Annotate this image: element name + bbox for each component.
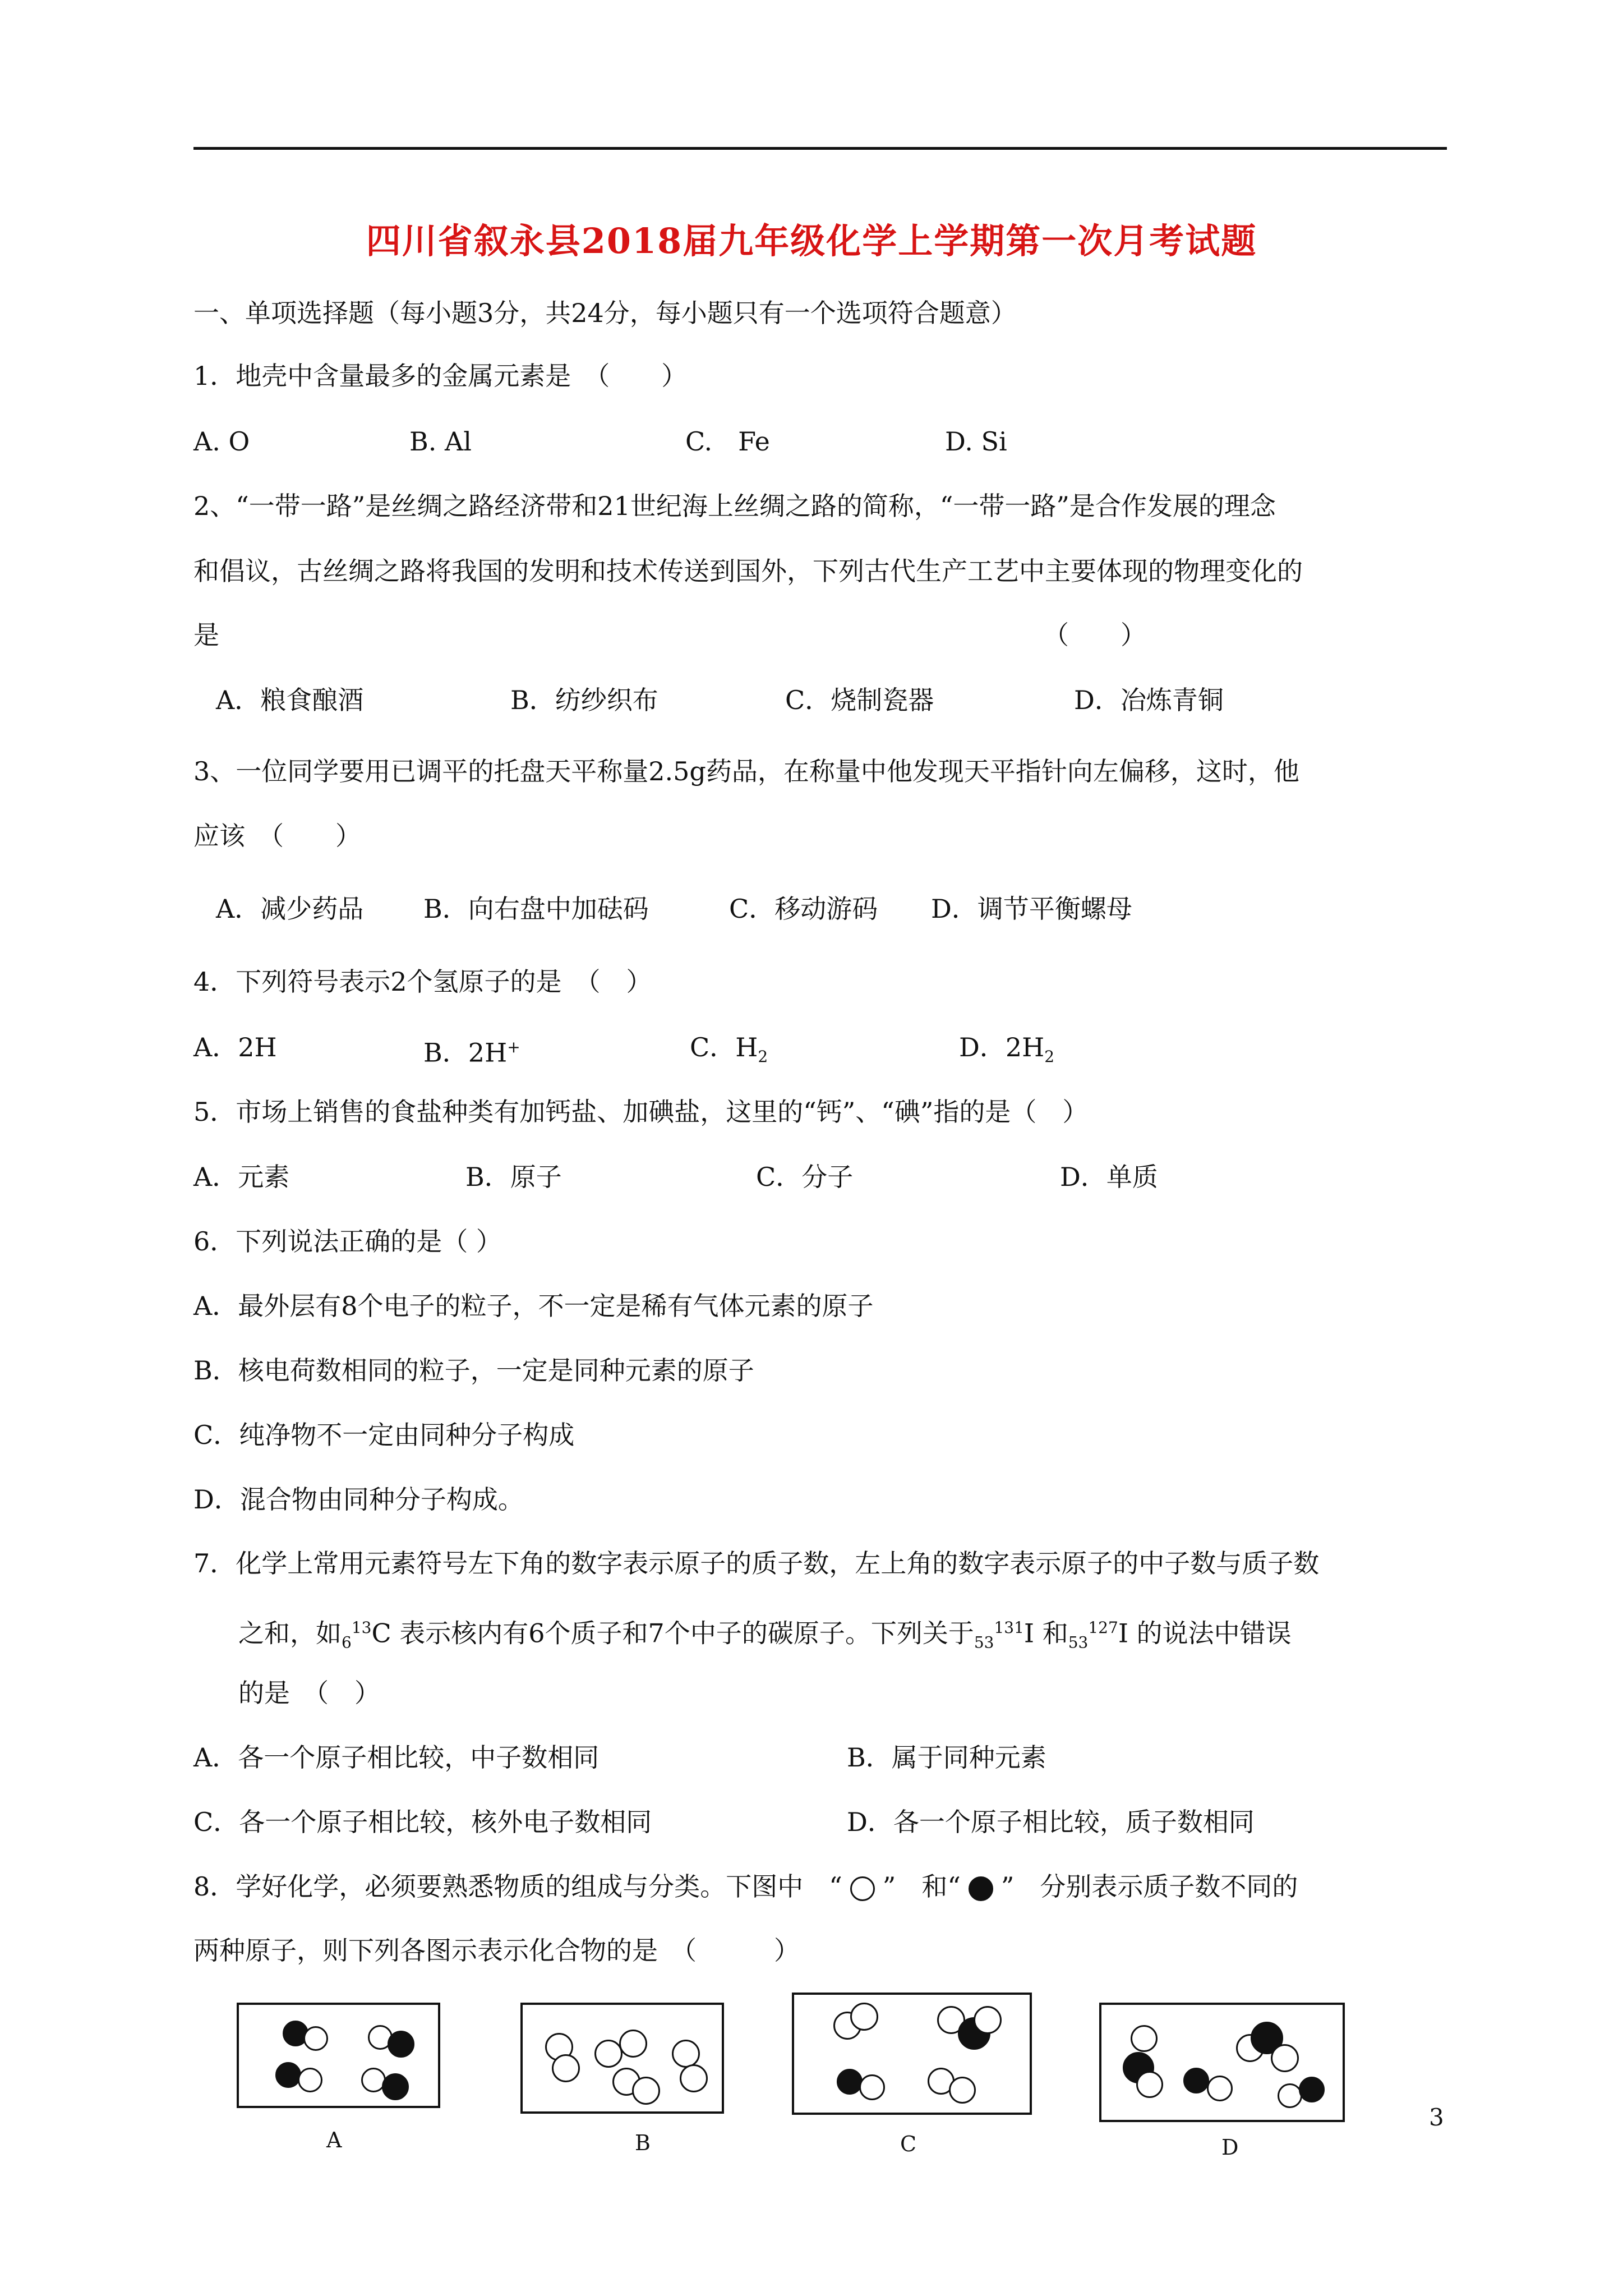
q6-stem: 6．下列说法正确的是（ ）: [193, 1226, 502, 1257]
page-number: 3: [1429, 2104, 1444, 2131]
diagram-b-label: B: [635, 2131, 651, 2155]
q7-text-1: 之和，如: [238, 1618, 342, 1649]
q5-stem: 5．市场上销售的食盐种类有加钙盐、加碘盐，这里的“钙”、“碘”指的是（ ）: [193, 1097, 1089, 1127]
black-atom: [1299, 2077, 1325, 2102]
q4-option-a[interactable]: A．2H: [193, 1032, 277, 1062]
q7-text-3: I 和: [1023, 1618, 1068, 1649]
white-atom: [632, 2077, 660, 2105]
q7-sub-3: 53: [1068, 1633, 1089, 1652]
q1-stem: 1．地壳中含量最多的金属元素是 （ ）: [193, 361, 688, 391]
diagram-a[interactable]: [237, 2003, 440, 2108]
q4-option-b-text: B．2H: [423, 1037, 508, 1068]
q3-option-d[interactable]: D．调节平衡螺母: [931, 894, 1132, 924]
q1-option-d[interactable]: D. Si: [945, 426, 1007, 457]
q7-option-c[interactable]: C．各一个原子相比较，核外电子数相同: [193, 1807, 652, 1837]
q2-option-c[interactable]: C．烧制瓷器: [785, 685, 934, 715]
header-rule: [193, 147, 1447, 150]
q3-line-1: 3、一位同学要用已调平的托盘天平称量2.5g药品，在称量中他发现天平指针向左偏移，这时，他: [193, 756, 1299, 786]
q1-option-b[interactable]: B. Al: [409, 426, 472, 457]
q1-option-c[interactable]: C. Fe: [685, 426, 770, 457]
q7-sup-2: 131: [994, 1618, 1024, 1637]
white-atom: [1271, 2044, 1299, 2072]
q4-option-d-text: D．2H: [959, 1032, 1045, 1062]
q7-option-d[interactable]: D．各一个原子相比较，质子数相同: [847, 1807, 1255, 1837]
q2-line-3: 是: [193, 620, 219, 650]
q8-line-1: [193, 1870, 1298, 1903]
q2-line-2: 和倡议，古丝绸之路将我国的发明和技术传送到国外，下列古代生产工艺中主要体现的物理变化的: [193, 556, 1303, 586]
black-atom: [382, 2073, 409, 2100]
white-atom-icon: [850, 1876, 875, 1901]
q3-option-a[interactable]: A．减少药品: [216, 894, 364, 924]
white-atom: [1131, 2025, 1158, 2052]
black-atom: [275, 2062, 301, 2088]
q4-stem: 4．下列符号表示2个氢原子的是 （ ）: [193, 967, 652, 997]
white-atom: [619, 2030, 647, 2058]
q7-option-b[interactable]: B．属于同种元素: [847, 1742, 1046, 1773]
q6-option-c[interactable]: C．纯净物不一定由同种分子构成: [193, 1420, 575, 1450]
q3-option-c[interactable]: C．移动游码: [729, 894, 878, 924]
white-atom: [303, 2026, 328, 2051]
q7-sup-3: 127: [1088, 1618, 1118, 1637]
q2-line-1: 2、“一带一路”是丝绸之路经济带和21世纪海上丝绸之路的简称，“一带一路”是合作发展的理念: [193, 491, 1276, 521]
q7-line-1: 7．化学上常用元素符号左下角的数字表示原子的质子数，左上角的数字表示原子的中子数与质子数: [193, 1548, 1320, 1579]
q7-text-4: I 的说法中错误: [1118, 1618, 1292, 1649]
q5-option-a[interactable]: A．元素: [193, 1162, 290, 1192]
white-atom: [1136, 2071, 1163, 2098]
q5-option-d[interactable]: D．单质: [1060, 1162, 1158, 1192]
q8-text-3: ” 分别表示质子数不同的: [1000, 1871, 1298, 1902]
q8-text-1: 8．学好化学，必须要熟悉物质的组成与分类。下图中 “: [193, 1871, 842, 1902]
q7-sup-1: 13: [351, 1618, 372, 1637]
black-atom: [1183, 2068, 1209, 2093]
q4-option-d-sub: 2: [1044, 1047, 1055, 1066]
black-atom: [388, 2031, 414, 2058]
diagram-d[interactable]: [1099, 2003, 1345, 2122]
diagram-c-label: C: [900, 2132, 917, 2156]
white-atom: [859, 2074, 885, 2100]
q2-option-d[interactable]: D．冶炼青铜: [1074, 685, 1224, 715]
q5-option-b[interactable]: B．原子: [465, 1162, 562, 1192]
q7-option-a[interactable]: A．各一个原子相比较，中子数相同: [193, 1742, 600, 1773]
q6-option-a[interactable]: A．最外层有8个电子的粒子，不一定是稀有气体元素的原子: [193, 1291, 874, 1321]
white-atom: [672, 2040, 700, 2068]
q4-option-b[interactable]: [423, 1030, 520, 1069]
page-title: 四川省叙永县2018届九年级化学上学期第一次月考试题: [366, 220, 1257, 261]
q6-option-d[interactable]: D．混合物由同种分子构成。: [193, 1484, 524, 1515]
black-atom-icon: [969, 1876, 993, 1901]
q2-option-b[interactable]: B．纺纱织布: [510, 685, 658, 715]
black-atom: [837, 2069, 863, 2095]
q4-option-c[interactable]: [690, 1030, 768, 1074]
q7-sub-2: 53: [974, 1633, 994, 1652]
q4-option-b-sup: +: [507, 1038, 520, 1056]
white-atom: [594, 2040, 623, 2068]
white-atom: [552, 2054, 580, 2082]
q8-text-2: ” 和“: [882, 1871, 961, 1902]
q7-sub-1: 6: [342, 1633, 352, 1652]
q7-text-2: C 表示核内有6个质子和7个中子的碳原子。下列关于: [371, 1618, 974, 1649]
q1-option-a[interactable]: A. O: [193, 426, 250, 457]
diagram-d-label: D: [1221, 2135, 1239, 2160]
white-atom: [974, 2006, 1002, 2034]
q7-line-3: 的是 （ ）: [238, 1678, 380, 1708]
white-atom: [1207, 2076, 1233, 2101]
white-atom: [680, 2064, 708, 2092]
q3-line-2: 应该 （ ）: [193, 821, 361, 851]
q4-option-c-text: C．H: [690, 1032, 758, 1062]
white-atom: [298, 2068, 322, 2092]
q3-option-b[interactable]: B．向右盘中加砝码: [423, 894, 649, 924]
q2-answer-paren: （ ）: [1043, 620, 1146, 650]
q8-line-2: 两种原子，则下列各图示表示化合物的是 （ ）: [193, 1935, 800, 1966]
diagram-c[interactable]: [792, 1993, 1032, 2115]
diagram-a-label: A: [326, 2128, 342, 2152]
q2-option-a[interactable]: A．粮食酿酒: [216, 685, 364, 715]
q6-option-b[interactable]: B．核电荷数相同的粒子，一定是同种元素的原子: [193, 1355, 754, 1386]
q4-option-c-sub: 2: [758, 1047, 768, 1066]
diagram-b[interactable]: [520, 2003, 724, 2114]
section-heading: 一、单项选择题（每小题3分，共24分，每小题只有一个选项符合题意）: [193, 298, 1017, 328]
white-atom: [949, 2077, 976, 2104]
white-atom: [850, 2003, 878, 2031]
q4-option-d[interactable]: [959, 1030, 1054, 1074]
q7-line-2: [238, 1611, 1292, 1660]
q5-option-c[interactable]: C．分子: [756, 1162, 854, 1192]
